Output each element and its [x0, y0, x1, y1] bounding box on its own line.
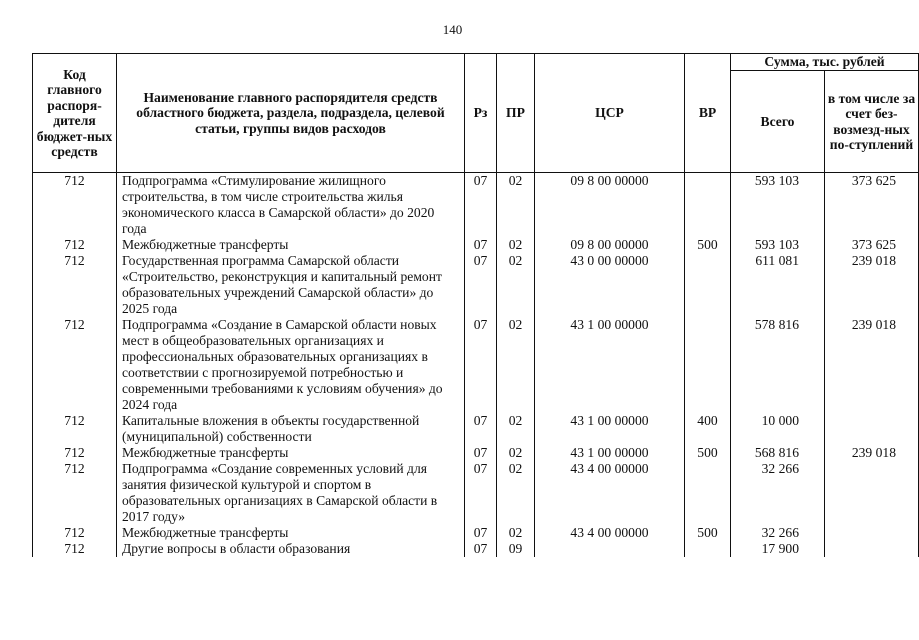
- header-rz: Рз: [465, 54, 497, 173]
- cell-rz: 07: [465, 237, 497, 253]
- cell-csr: 43 1 00 00000: [535, 445, 685, 461]
- cell-vr: [685, 541, 731, 557]
- table-row: [33, 413, 919, 445]
- table-row: [33, 173, 919, 238]
- cell-gratis: [825, 541, 919, 557]
- cell-pr: 02: [497, 237, 535, 253]
- header-sum-group: Сумма, тыс. рублей: [731, 54, 919, 71]
- budget-table: [32, 53, 919, 557]
- cell-name: Подпрограмма «Создание современных условий для занятия физической культурой и спортом в образовательных организациях в Самарской области в 2017 году»: [117, 461, 465, 525]
- header-pr: ПР: [497, 54, 535, 173]
- cell-total: 568 816: [731, 445, 825, 461]
- cell-vr: 500: [685, 445, 731, 461]
- table-row: [33, 461, 919, 525]
- cell-csr: 43 0 00 00000: [535, 253, 685, 317]
- cell-name: Подпрограмма «Стимулирование жилищного строительства, в том числе строительства жилья экономического класса в Самарской области» до 2020 года: [117, 173, 465, 238]
- cell-pr: 02: [497, 445, 535, 461]
- cell-pr: 02: [497, 173, 535, 238]
- cell-csr: 43 4 00 00000: [535, 525, 685, 541]
- cell-total: 593 103: [731, 237, 825, 253]
- cell-csr: 43 4 00 00000: [535, 461, 685, 525]
- cell-rz: 07: [465, 317, 497, 413]
- cell-gratis: 239 018: [825, 317, 919, 413]
- cell-name: Межбюджетные трансферты: [117, 525, 465, 541]
- cell-code: 712: [33, 541, 117, 557]
- cell-gratis: 239 018: [825, 253, 919, 317]
- cell-name: Государственная программа Самарской области «Строительство, реконструкция и капитальный ремонт образовательных учреждений Самарской области» до 2025 года: [117, 253, 465, 317]
- cell-name: Межбюджетные трансферты: [117, 237, 465, 253]
- table-row: [33, 445, 919, 461]
- cell-vr: 400: [685, 413, 731, 445]
- cell-total: 10 000: [731, 413, 825, 445]
- cell-total: 611 081: [731, 253, 825, 317]
- cell-pr: 02: [497, 317, 535, 413]
- cell-rz: 07: [465, 413, 497, 445]
- cell-vr: [685, 317, 731, 413]
- header-total: Всего: [731, 71, 825, 173]
- cell-gratis: 373 625: [825, 173, 919, 238]
- cell-pr: 02: [497, 253, 535, 317]
- header-name: Наименование главного распорядителя средств областного бюджета, раздела, подраздела, целевой статьи, группы видов расходов: [117, 54, 465, 173]
- header-code: Код главного распоря-дителя бюджет-ных средств: [33, 54, 117, 173]
- cell-gratis: [825, 461, 919, 525]
- cell-rz: 07: [465, 461, 497, 525]
- table-row: [33, 253, 919, 317]
- cell-total: 593 103: [731, 173, 825, 238]
- cell-code: 712: [33, 445, 117, 461]
- cell-total: 32 266: [731, 525, 825, 541]
- cell-rz: 07: [465, 253, 497, 317]
- cell-gratis: [825, 413, 919, 445]
- cell-name: Другие вопросы в области образования: [117, 541, 465, 557]
- cell-total: 32 266: [731, 461, 825, 525]
- cell-gratis: 239 018: [825, 445, 919, 461]
- cell-code: 712: [33, 317, 117, 413]
- cell-gratis: 373 625: [825, 237, 919, 253]
- table-header: [33, 54, 919, 173]
- cell-vr: [685, 173, 731, 238]
- cell-csr: 43 1 00 00000: [535, 317, 685, 413]
- cell-csr: [535, 541, 685, 557]
- table-body: [33, 173, 919, 558]
- cell-csr: 09 8 00 00000: [535, 237, 685, 253]
- cell-code: 712: [33, 253, 117, 317]
- table-row: [33, 237, 919, 253]
- cell-total: 17 900: [731, 541, 825, 557]
- cell-pr: 02: [497, 525, 535, 541]
- cell-vr: 500: [685, 237, 731, 253]
- cell-csr: 09 8 00 00000: [535, 173, 685, 238]
- cell-rz: 07: [465, 173, 497, 238]
- table-row: [33, 541, 919, 557]
- cell-gratis: [825, 525, 919, 541]
- header-gratis: в том числе за счет без-возмезд-ных по-ступлений: [825, 71, 919, 173]
- table-row: [33, 317, 919, 413]
- cell-pr: 09: [497, 541, 535, 557]
- page-number: 140: [442, 22, 463, 37]
- cell-name: Капитальные вложения в объекты государственной (муниципальной) собственности: [117, 413, 465, 445]
- cell-pr: 02: [497, 461, 535, 525]
- cell-rz: 07: [465, 541, 497, 557]
- cell-code: 712: [33, 525, 117, 541]
- cell-code: 712: [33, 413, 117, 445]
- cell-vr: 500: [685, 525, 731, 541]
- table-row: [33, 525, 919, 541]
- header-csr: ЦСР: [535, 54, 685, 173]
- cell-total: 578 816: [731, 317, 825, 413]
- cell-code: 712: [33, 173, 117, 238]
- cell-code: 712: [33, 237, 117, 253]
- cell-vr: [685, 253, 731, 317]
- cell-vr: [685, 461, 731, 525]
- cell-csr: 43 1 00 00000: [535, 413, 685, 445]
- cell-rz: 07: [465, 525, 497, 541]
- header-vr: ВР: [685, 54, 731, 173]
- cell-pr: 02: [497, 413, 535, 445]
- cell-name: Подпрограмма «Создание в Самарской области новых мест в общеобразовательных организациях и профессиональных образовательных организациях в соответствии с прогнозируемой потребностью и современными требованиями к условиям обучения» до 2024 года: [117, 317, 465, 413]
- cell-name: Межбюджетные трансферты: [117, 445, 465, 461]
- cell-code: 712: [33, 461, 117, 525]
- cell-rz: 07: [465, 445, 497, 461]
